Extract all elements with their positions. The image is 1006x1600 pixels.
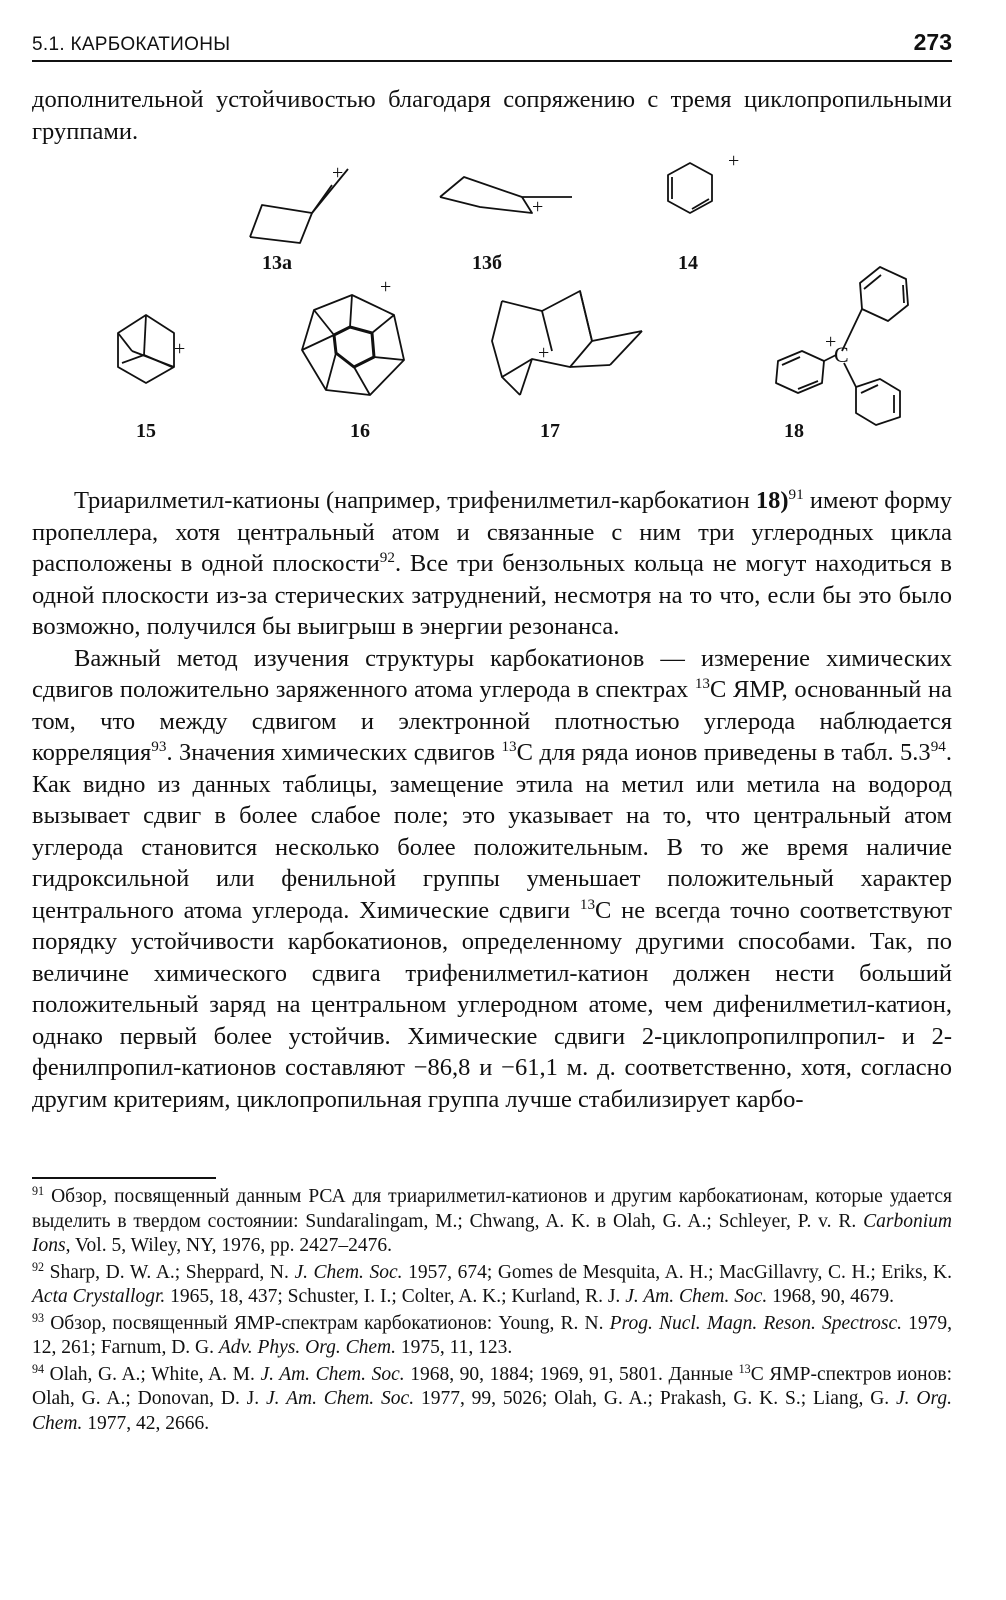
structure-16 <box>302 295 404 395</box>
label-15: 15 <box>136 420 156 442</box>
page <box>32 22 952 1438</box>
section-title: 5.1. КАРБОКАТИОНЫ <box>32 34 231 55</box>
chemical-structures <box>32 155 952 485</box>
label-13b: 13б <box>472 252 502 274</box>
structure-17 <box>492 291 642 395</box>
page-number: 273 <box>913 29 952 55</box>
structure-14 <box>668 163 712 213</box>
paragraph-nmr: Важный метод изучения структуры карбокатионов — измерение химических сдвигов положительно заряженного атома углерода в спектрах $^{13}$С ЯМР, основанный на том, что между сдвигом и электронной плотностью углерода наблюдается корреляция$^{93}$. Значения химических сдвигов $^{13}$С для ряда ионов приведены в табл. $5.3^{94}$. Как видно из данных таблицы, замещение этила на метил или метила на водород вызывает сдвиг в более слабое поле; это указывает на то, что центральный атом углерода становится несколько более положительным. В то же время наличие гидроксильной или фенильной группы уменьшает положительный характер центрального атома углерода. Химические сдвиги $^{13}$С не всегда точно соответствуют порядку устойчивости карбокатионов, определенному другими способами. Так, по величине химического сдвига трифенилметил-катион должен нести больший положительный заряд на центральном углеродном атоме, чем дифенилметил-катион, однако первый более устойчив. Химические сдвиги 2-циклопропилпропил- и 2-фенилпропил-катионов составляют −86,8 и −61,1 м. д. соответственно, хотя, согласно другим критериям, циклопропильная группа лучше стабилизирует карбо- <box>32 644 952 1113</box>
charge-15: + <box>174 338 186 360</box>
footnote-92: $^{92}$ Sharp, D. W. A.; Sheppard, N. J. Chem. Soc. 1957, 674; Gomes de Mesquita, A. H.; MacGillavry, C. H.; Eriks, K. Acta Crystallogr. 1965, 18, 437; Schuster, I. I.; Colter, A. K.; Kurland, R. J. J. Am. Chem. Soc. 1968, 90, 4679. <box>32 1259 952 1307</box>
label-16: 16 <box>350 420 370 442</box>
label-17: 17 <box>540 420 560 442</box>
footnote-rule <box>32 1177 216 1179</box>
label-14: 14 <box>678 252 698 274</box>
charge-13a: + <box>332 162 344 184</box>
charge-13b: + <box>532 196 544 218</box>
intro-paragraph: дополнительной устойчивостью благодаря сопряжению с тремя циклопропильными группами. <box>32 86 952 145</box>
charge-14: + <box>728 155 740 172</box>
footnote-93: $^{93}$ Обзор, посвященный ЯМР-спектрам карбокатионов: Young, R. N. Prog. Nucl. Magn. Reson. Spectrosc. 1979, 12, 261; Farnum, D. G. Adv. Phys. Org. Chem. 1975, 11, 123. <box>32 1310 953 1358</box>
label-18: 18 <box>784 420 804 442</box>
paragraph-triarylmethyl: Триарилметил-катионы (например, трифенилметил-карбокатион 18)$^{91}$ имеют форму пропеллера, хотя центральный атом и связанные с ним три углеродных цикла расположены в одной плоскости$^{92}$. Все три бензольных кольца не могут находиться в одной плоскости из-за стерических затруднений, несмотря на то что, если бы это было возможно, получился бы выигрыш в энергии резонанса. <box>32 485 952 640</box>
footnote-91: $^{91}$ Обзор, посвященный данным РСА для триарилметил-катионов и другим карбокатионам, которые удается выделить в твердом состоянии: Sundaralingam, M.; Chwang, A. K. в Olah, G. A.; Schleyer, P. v. R. Carbonium Ions, Vol. 5, Wiley, NY, 1976, pp. 2427–2476. <box>32 1183 952 1256</box>
central-carbon-18: C <box>834 342 849 367</box>
charge-18: + <box>825 331 837 353</box>
structure-15 <box>118 315 174 383</box>
charge-17: + <box>538 342 550 364</box>
running-header <box>32 22 952 62</box>
structures-figure <box>32 155 952 485</box>
footnote-94: $^{94}$ Olah, G. A.; White, A. M. J. Am. Chem. Soc. 1968, 90, 1884; 1969, 91, 5801. Данные $^{13}$С ЯМР-спектров ионов: Olah, G. A.; Donovan, D. J. J. Am. Chem. Soc. 1977, 99, 5026; Olah, G. A.; Prakash, G. K. S.; Liang, G. J. Org. Chem. 1977, 42, 2666. <box>32 1361 952 1434</box>
structure-13b <box>440 177 572 213</box>
label-13a: 13а <box>262 252 292 274</box>
charge-16: + <box>380 276 392 298</box>
